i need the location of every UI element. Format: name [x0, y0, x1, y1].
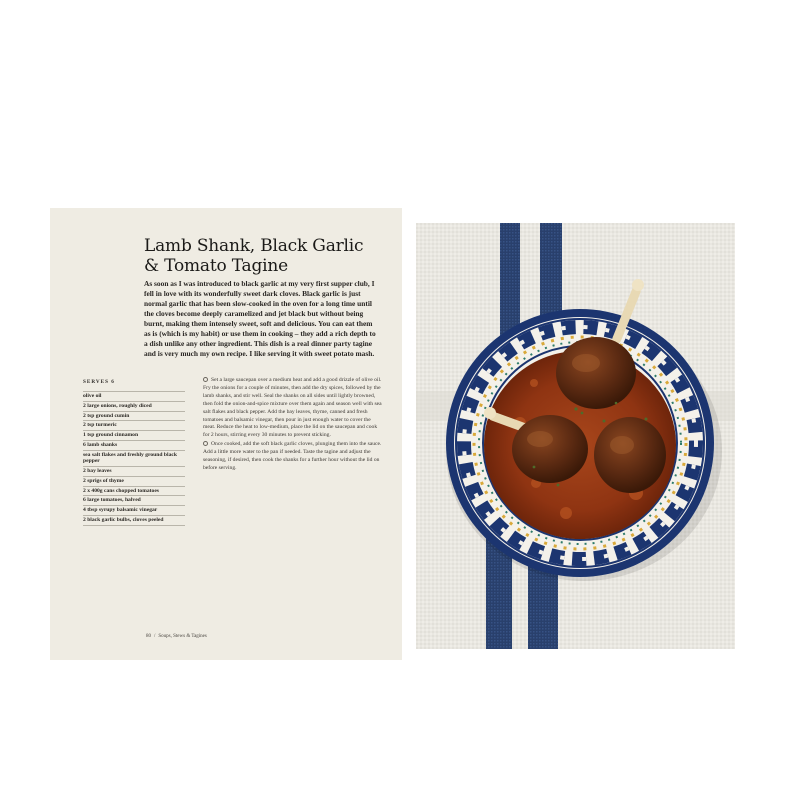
recipe-title-line-2: & Tomato Tagine [144, 256, 288, 276]
recipe-title [144, 236, 374, 276]
tagine-photo [416, 223, 735, 649]
serves-label: SERVES 6 [83, 379, 115, 385]
ingredients-section [83, 379, 185, 526]
recipe-page [50, 208, 402, 660]
method-step [203, 441, 383, 473]
method-step-text: Set a large saucepan over a medium heat and add a good drizzle of olive oil. Fry the onions for a couple of minutes, then add the dry spices, followed by the lamb shanks, and stir well. Seal the shanks on all sides until lightly browned, then fold the onion-and-spice mixture over them again and season well with sea salt flakes and black pepper. Add the bay leaves, thyme, canned and fresh tomatoes and balsamic vinegar, then pour in just enough water to cover the meat. Reduce the heat to low-medium, place the lid on the saucepan and cook for 2 hours, stirring every 30 minutes to prevent sticking. [203, 377, 382, 439]
section-name: Soups, Stews & Tagines [158, 634, 207, 639]
method-step [203, 377, 383, 440]
ingredient-item: 2 large onions, roughly diced [83, 401, 185, 411]
step-circle-icon [203, 377, 208, 382]
ingredient-item: 2 x 400g cans chopped tomatoes [83, 486, 185, 496]
ingredient-item: 2 tsp ground cumin [83, 411, 185, 421]
method-step-text: Once cooked, add the soft black garlic cloves, plunging them into the sauce. Add a little more water to the pan if needed. Taste the tagine and adjust the seasoning, if desired, then cook the shanks for a further hour without the lid on before serving. [203, 441, 382, 471]
ingredient-item: 4 tbsp syrupy balsamic vinegar [83, 505, 185, 515]
footer-separator: / [154, 634, 156, 639]
ingredient-item: 2 tsp turmeric [83, 420, 185, 430]
ingredient-item: 2 sprigs of thyme [83, 476, 185, 486]
ingredient-list [83, 391, 185, 526]
recipe-intro: As soon as I was introduced to black garlic at my very first supper club, I fell in love with its wonderfully sweet dark cloves. Black garlic is just normal garlic that has been slow-cooked in the oven for a long time until the cloves become deeply caramelized and jet black but without being burnt, making them intensely sweet, soft and delicious. You can eat them as is (which is my habit) or use them in cooking – they add a rich depth to a dish unlike any other ingredient. This dish is a real dinner party tagine and is very much my own recipe. I like serving it with sweet potato mash. [144, 279, 376, 358]
ingredient-item: 6 large tomatoes, halved [83, 495, 185, 505]
ingredient-item: 6 lamb shanks [83, 440, 185, 450]
ingredient-item: 1 tsp ground cinnamon [83, 430, 185, 440]
lamb-shank [512, 415, 588, 483]
recipe-title-line-1: Lamb Shank, Black Garlic [144, 236, 364, 256]
lamb-shank [594, 417, 666, 493]
ingredient-item: sea salt flakes and freshly ground black pepper [83, 450, 185, 466]
step-circle-icon [203, 441, 208, 446]
page-number: 80 [146, 634, 151, 639]
ingredient-item: olive oil [83, 391, 185, 401]
method-section [203, 377, 383, 474]
lamb-shank [556, 337, 636, 409]
page-footer [146, 634, 207, 639]
ingredient-item: 2 bay leaves [83, 466, 185, 476]
ingredient-item: 2 black garlic bulbs, cloves peeled [83, 515, 185, 526]
